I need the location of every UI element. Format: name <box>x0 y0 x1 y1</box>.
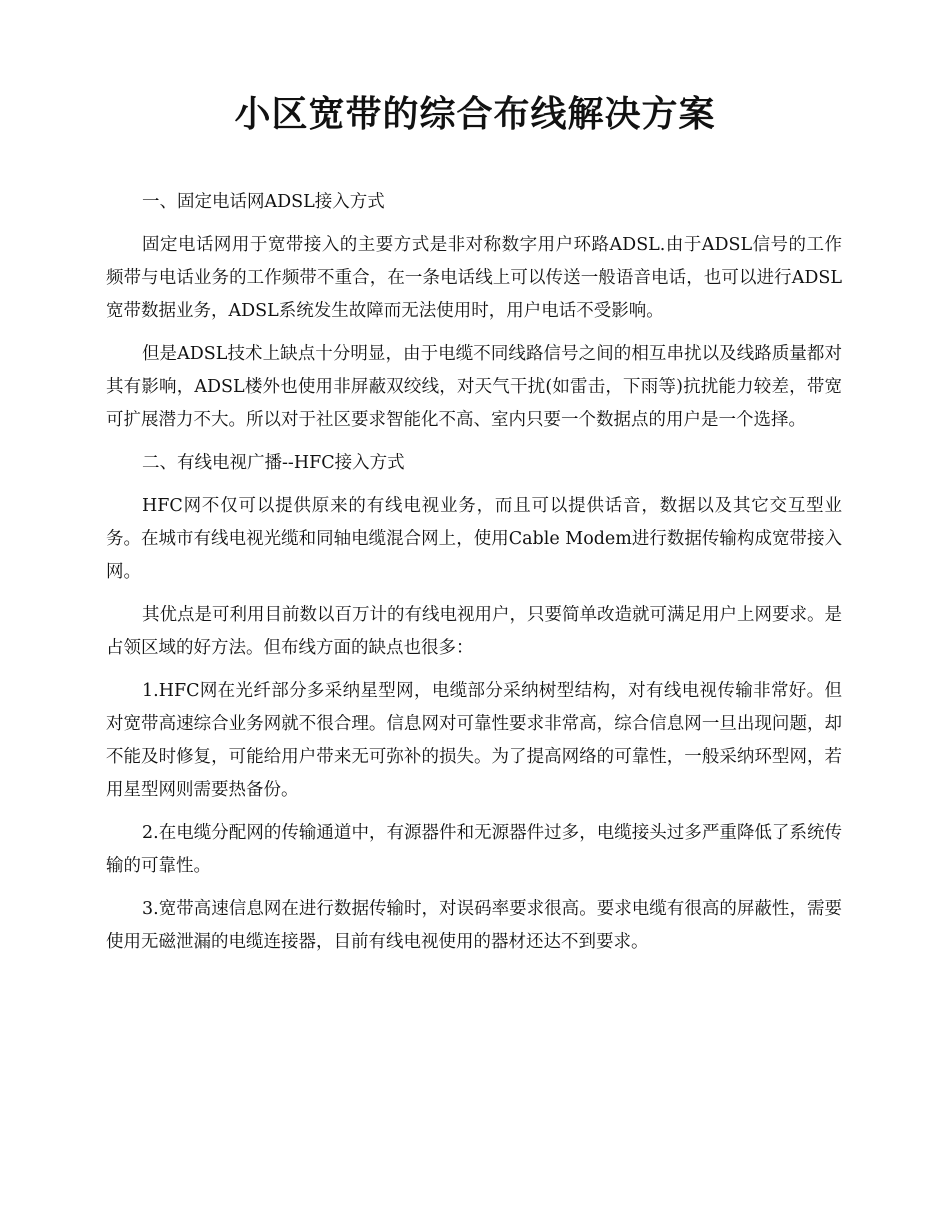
paragraph-hfc-intro: HFC网不仅可以提供原来的有线电视业务，而且可以提供话音，数据以及其它交互型业务。在城市有线电视光缆和同轴电缆混合网上，使用Cable Modem进行数据传输构成宽带接入网。 <box>106 496 842 582</box>
document-body <box>106 186 842 969</box>
document-title: 小区宽带的综合布线解决方案 <box>234 93 716 135</box>
section-heading-adsl: 一、固定电话网ADSL接入方式 <box>142 192 385 212</box>
section-heading-hfc: 二、有线电视广播--HFC接入方式 <box>142 453 405 473</box>
paragraph-adsl-intro: 固定电话网用于宽带接入的主要方式是非对称数字用户环路ADSL.由于ADSL信号的工作频带与电话业务的工作频带不重合，在一条电话线上可以传送一般语音电话，也可以进行ADSL宽带数据业务，ADSL系统发生故障而无法使用时，用户电话不受影响。 <box>106 235 842 321</box>
paragraph-hfc-advantages: 其优点是可利用目前数以百万计的有线电视用户，只要简单改造就可满足用户上网要求。是占领区域的好方法。但布线方面的缺点也很多： <box>106 605 842 658</box>
list-item-3: 3.宽带高速信息网在进行数据传输时，对误码率要求很高。要求电缆有很高的屏蔽性，需要使用无磁泄漏的电缆连接器，目前有线电视使用的器材还达不到要求。 <box>106 899 842 952</box>
paragraph-adsl-drawbacks: 但是ADSL技术上缺点十分明显，由于电缆不同线路信号之间的相互串扰以及线路质量都对其有影响，ADSL楼外也使用非屏蔽双绞线，对天气干扰(如雷击，下雨等)抗扰能力较差，带宽可扩展潜力不大。所以对于社区要求智能化不高、室内只要一个数据点的用户是一个选择。 <box>106 344 842 430</box>
list-item-2: 2.在电缆分配网的传输通道中，有源器件和无源器件过多，电缆接头过多严重降低了系统传输的可靠性。 <box>106 823 842 876</box>
list-item-1: 1.HFC网在光纤部分多采纳星型网，电缆部分采纳树型结构，对有线电视传输非常好。但对宽带高速综合业务网就不很合理。信息网对可靠性要求非常高，综合信息网一旦出现问题，却不能及时修复，可能给用户带来无可弥补的损失。为了提高网络的可靠性，一般采纳环型网，若用星型网则需要热备份。 <box>106 681 842 800</box>
